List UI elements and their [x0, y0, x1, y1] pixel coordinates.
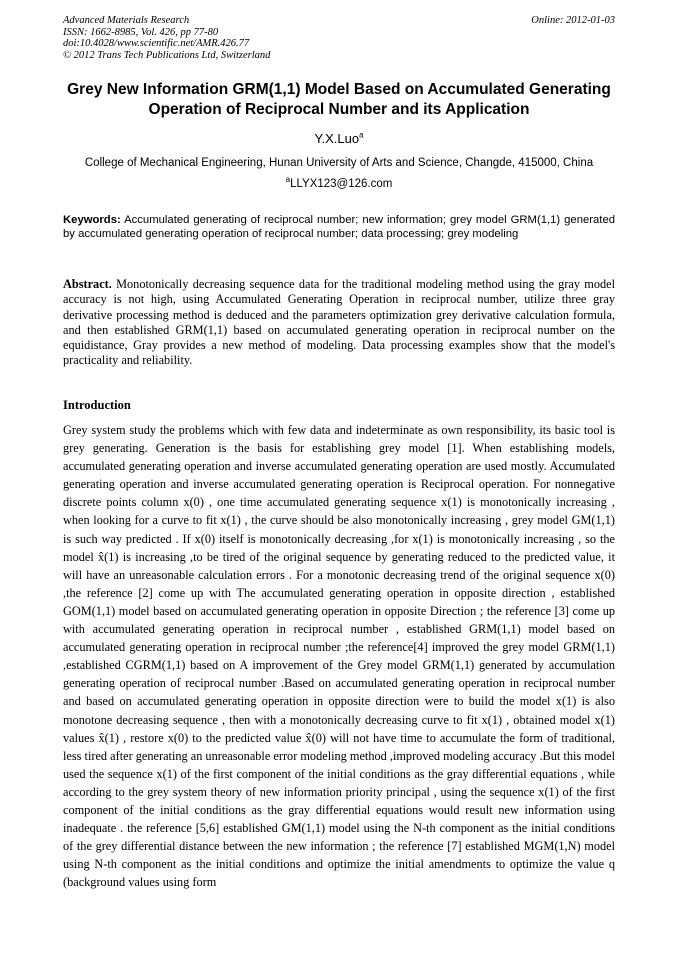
- email-address: LLYX123@126.com: [290, 178, 393, 190]
- section-heading-introduction: Introduction: [63, 398, 131, 412]
- introduction-body: Grey system study the problems which with few data and indeterminate as own responsibility, its basic tool is grey generating. Generation is the basis for establishing grey model [1]. When establishing models, accumulated generating operation and inverse accumulated generating operation are used mostly. Accumulated generating operation and inverse accumulated generating operation is Reciprocal operation. For nonnegative discrete points column x(0) , one time accumulated generating sequence x(1) is monotonically increasing , when looking for a curve to fit x(1) , the curve should be also monotonically increasing , grey model GM(1,1) is such way predicted . If x(0) itself is monotonically decreasing ,for x(1) is monotonically increasing , so the model x̂(1) is increasing ,to be tired of the original sequence by generating reduced to the predicted value, it will have an unreasonable calculation errors . For a monotonic decreasing trend of the original sequence x(0) ,the reference [2] come up with The accumulated generating operation in opposite direction , established GOM(1,1) model based on accumulated generating operation in opposite Direction ; the reference [3] come up with accumulated generating operation in reciprocal number , established GRM(1,1) model based on accumulated generating operation in reciprocal number ;the reference[4] improved the grey model GRM(1,1) ,established CGRM(1,1) based on A improvement of the Grey model GRM(1,1) generated by accumulation generating operation of reciprocal number .Based on accumulated generating operation in reciprocal number and based on accumulated generating operation in opposite direction were to build the model x(1) is also monotone decreasing sequence , then with a monotonically decreasing curve to fit x(1) , obtained model x(1) values x̂(1) , restore x(0) to the predicted value x̂(0) will not have time to accumulate the form of traditional, less tired after generating an unreasonable error modeling method ,improved modeling accuracy .But this model used the sequence x(1) of the first component of the initial conditions as the gray differential equations , while according to the grey system theory of new information priority principal , using the sequence x(1) of the first component of the initial conditions as the gray differential equations would result new information using inadequate . the reference [5,6] established GM(1,1) model using the N-th component as the initial conditions of the grey differential distance between the new information ; the reference [7] established MGM(1,N) model using N-th component as the initial conditions and optimize the initial amendments to optimize the value q (background values using form: [63, 423, 615, 890]
- author: [0, 131, 678, 146]
- paper-title: Grey New Information GRM(1,1) Model Based on Accumulated Generating Operation of Reciprocal Number and its Application: [67, 81, 611, 118]
- issn-line: ISSN: 1662-8985, Vol. 426, pp 77-80: [63, 26, 219, 38]
- doi-line: doi:10.4028/www.scientific.net/AMR.426.77: [63, 38, 250, 49]
- keywords: [63, 213, 615, 241]
- abstract: [63, 277, 615, 369]
- email-affiliation-mark: a: [285, 175, 291, 185]
- journal-name: Advanced Materials Research: [63, 15, 190, 26]
- online-date: Online: 2012-01-03: [531, 15, 615, 26]
- journal-header: [63, 15, 615, 61]
- keywords-label: Keywords:: [63, 214, 121, 226]
- keywords-text: Accumulated generating of reciprocal number; new information; grey model GRM(1,1) generated by accumulated generating operation of reciprocal number; data processing; grey modeling: [63, 214, 616, 240]
- author-affiliation-mark: a: [359, 130, 364, 140]
- abstract-text: Monotonically decreasing sequence data for the traditional modeling method using the gray model accuracy is not high, using Accumulated Generating Operation in reciprocal number, utilize three gray derivative processing method is deduced and the parameters optimization grey derivative calculation formula, and then established GRM(1,1) based on accumulated generating operation in reciprocal number on the equidistance, Gray provides a new method of modeling. Data processing examples show that the model's practicality and reliability.: [63, 277, 616, 368]
- abstract-label: Abstract.: [63, 277, 112, 291]
- author-name: Y.X.Luo: [314, 131, 360, 146]
- author-email: [0, 175, 678, 190]
- copyright-line: © 2012 Trans Tech Publications Ltd, Switzerland: [63, 49, 271, 61]
- affiliation: College of Mechanical Engineering, Hunan University of Arts and Science, Changde, 415000, China: [84, 157, 594, 169]
